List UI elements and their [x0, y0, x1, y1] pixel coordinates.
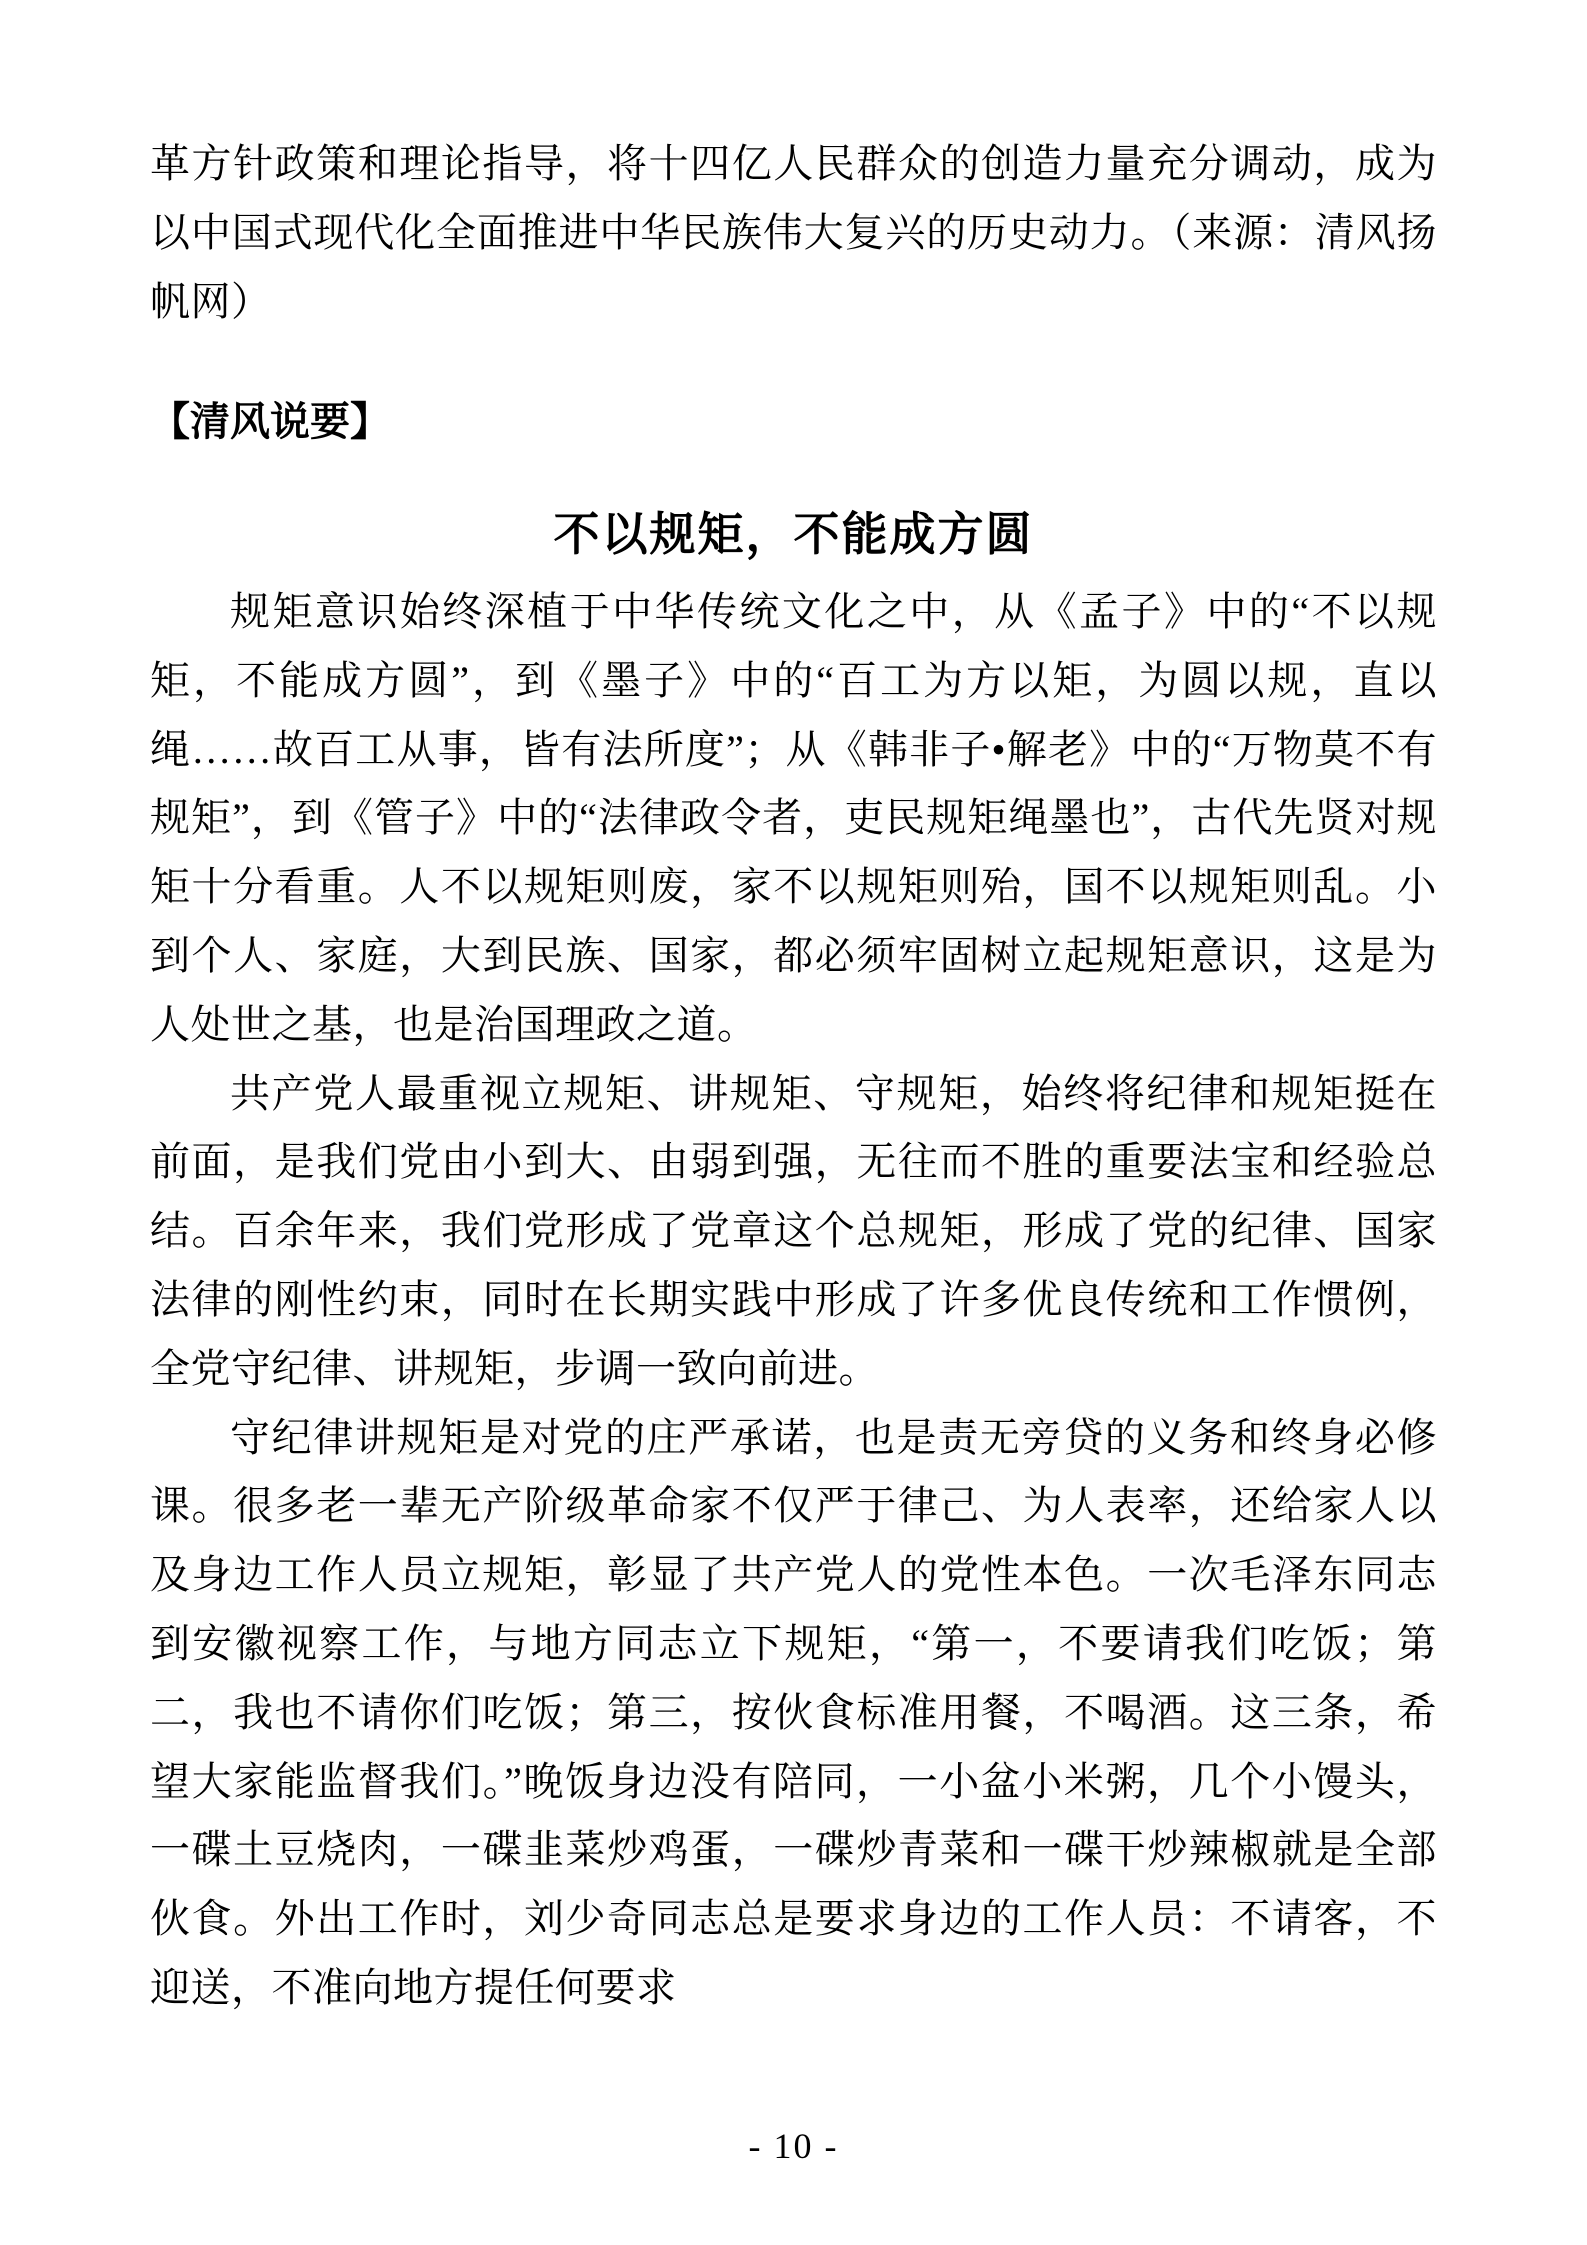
article-title: 不以规矩，不能成方圆 — [553, 509, 1034, 561]
section-label: 【清风说要】 — [150, 399, 390, 445]
paragraph-3: 守纪律讲规矩是对党的庄严承诺，也是责无旁贷的义务和终身必修课。很多老一辈无产阶级革命家不仅严于律己、为人表率，还给家人以及身边工作人员立规矩，彰显了共产党人的党性本色。一次毛泽东同志到安徽视察工作，与地方同志立下规矩，“第一，不要请我们吃饭；第二，我也不请你们吃饭；第三，按伙食标准用餐，不喝酒。这三条，希望大家能监督我们。”晚饭身边没有陪同，一小盆小米粥，几个小馒头，一碟土豆烧肉，一碟韭菜炒鸡蛋，一碟炒青菜和一碟干炒辣椒就是全部伙食。外出工作时，刘少奇同志总是要求身边的工作人员：不请客，不迎送，不准向地方提任何要求 — [150, 1414, 1437, 2010]
continued-paragraph: 革方针政策和理论指导，将十四亿人民群众的创造力量充分调动，成为以中国式现代化全面推进中华民族伟大复兴的历史动力。（来源：清风扬帆网） — [150, 141, 1437, 324]
paragraph-1: 规矩意识始终深植于中华传统文化之中，从《孟子》中的“不以规矩，不能成方圆”，到《墨子》中的“百工为方以矩，为圆以规，直以绳……故百工从事，皆有法所度”；从《韩非子•解老》中的“万物莫不有规矩”，到《管子》中的“法律政令者，吏民规矩绳墨也”，古代先贤对规矩十分看重。人不以规矩则废，家不以规矩则殆，国不以规矩则乱。小到个人、家庭，大到民族、国家，都必须牢固树立起规矩意识，这是为人处世之基，也是治国理政之道。 — [150, 588, 1437, 1047]
paragraph-2: 共产党人最重视立规矩、讲规矩、守规矩，始终将纪律和规矩挺在前面，是我们党由小到大、由弱到强，无往而不胜的重要法宝和经验总结。百余年来，我们党形成了党章这个总规矩，形成了党的纪律、国家法律的刚性约束，同时在长期实践中形成了许多优良传统和工作惯例，全党守纪律、讲规矩，步调一致向前进。 — [150, 1070, 1437, 1391]
page-number: - 10 - — [748, 2126, 839, 2166]
